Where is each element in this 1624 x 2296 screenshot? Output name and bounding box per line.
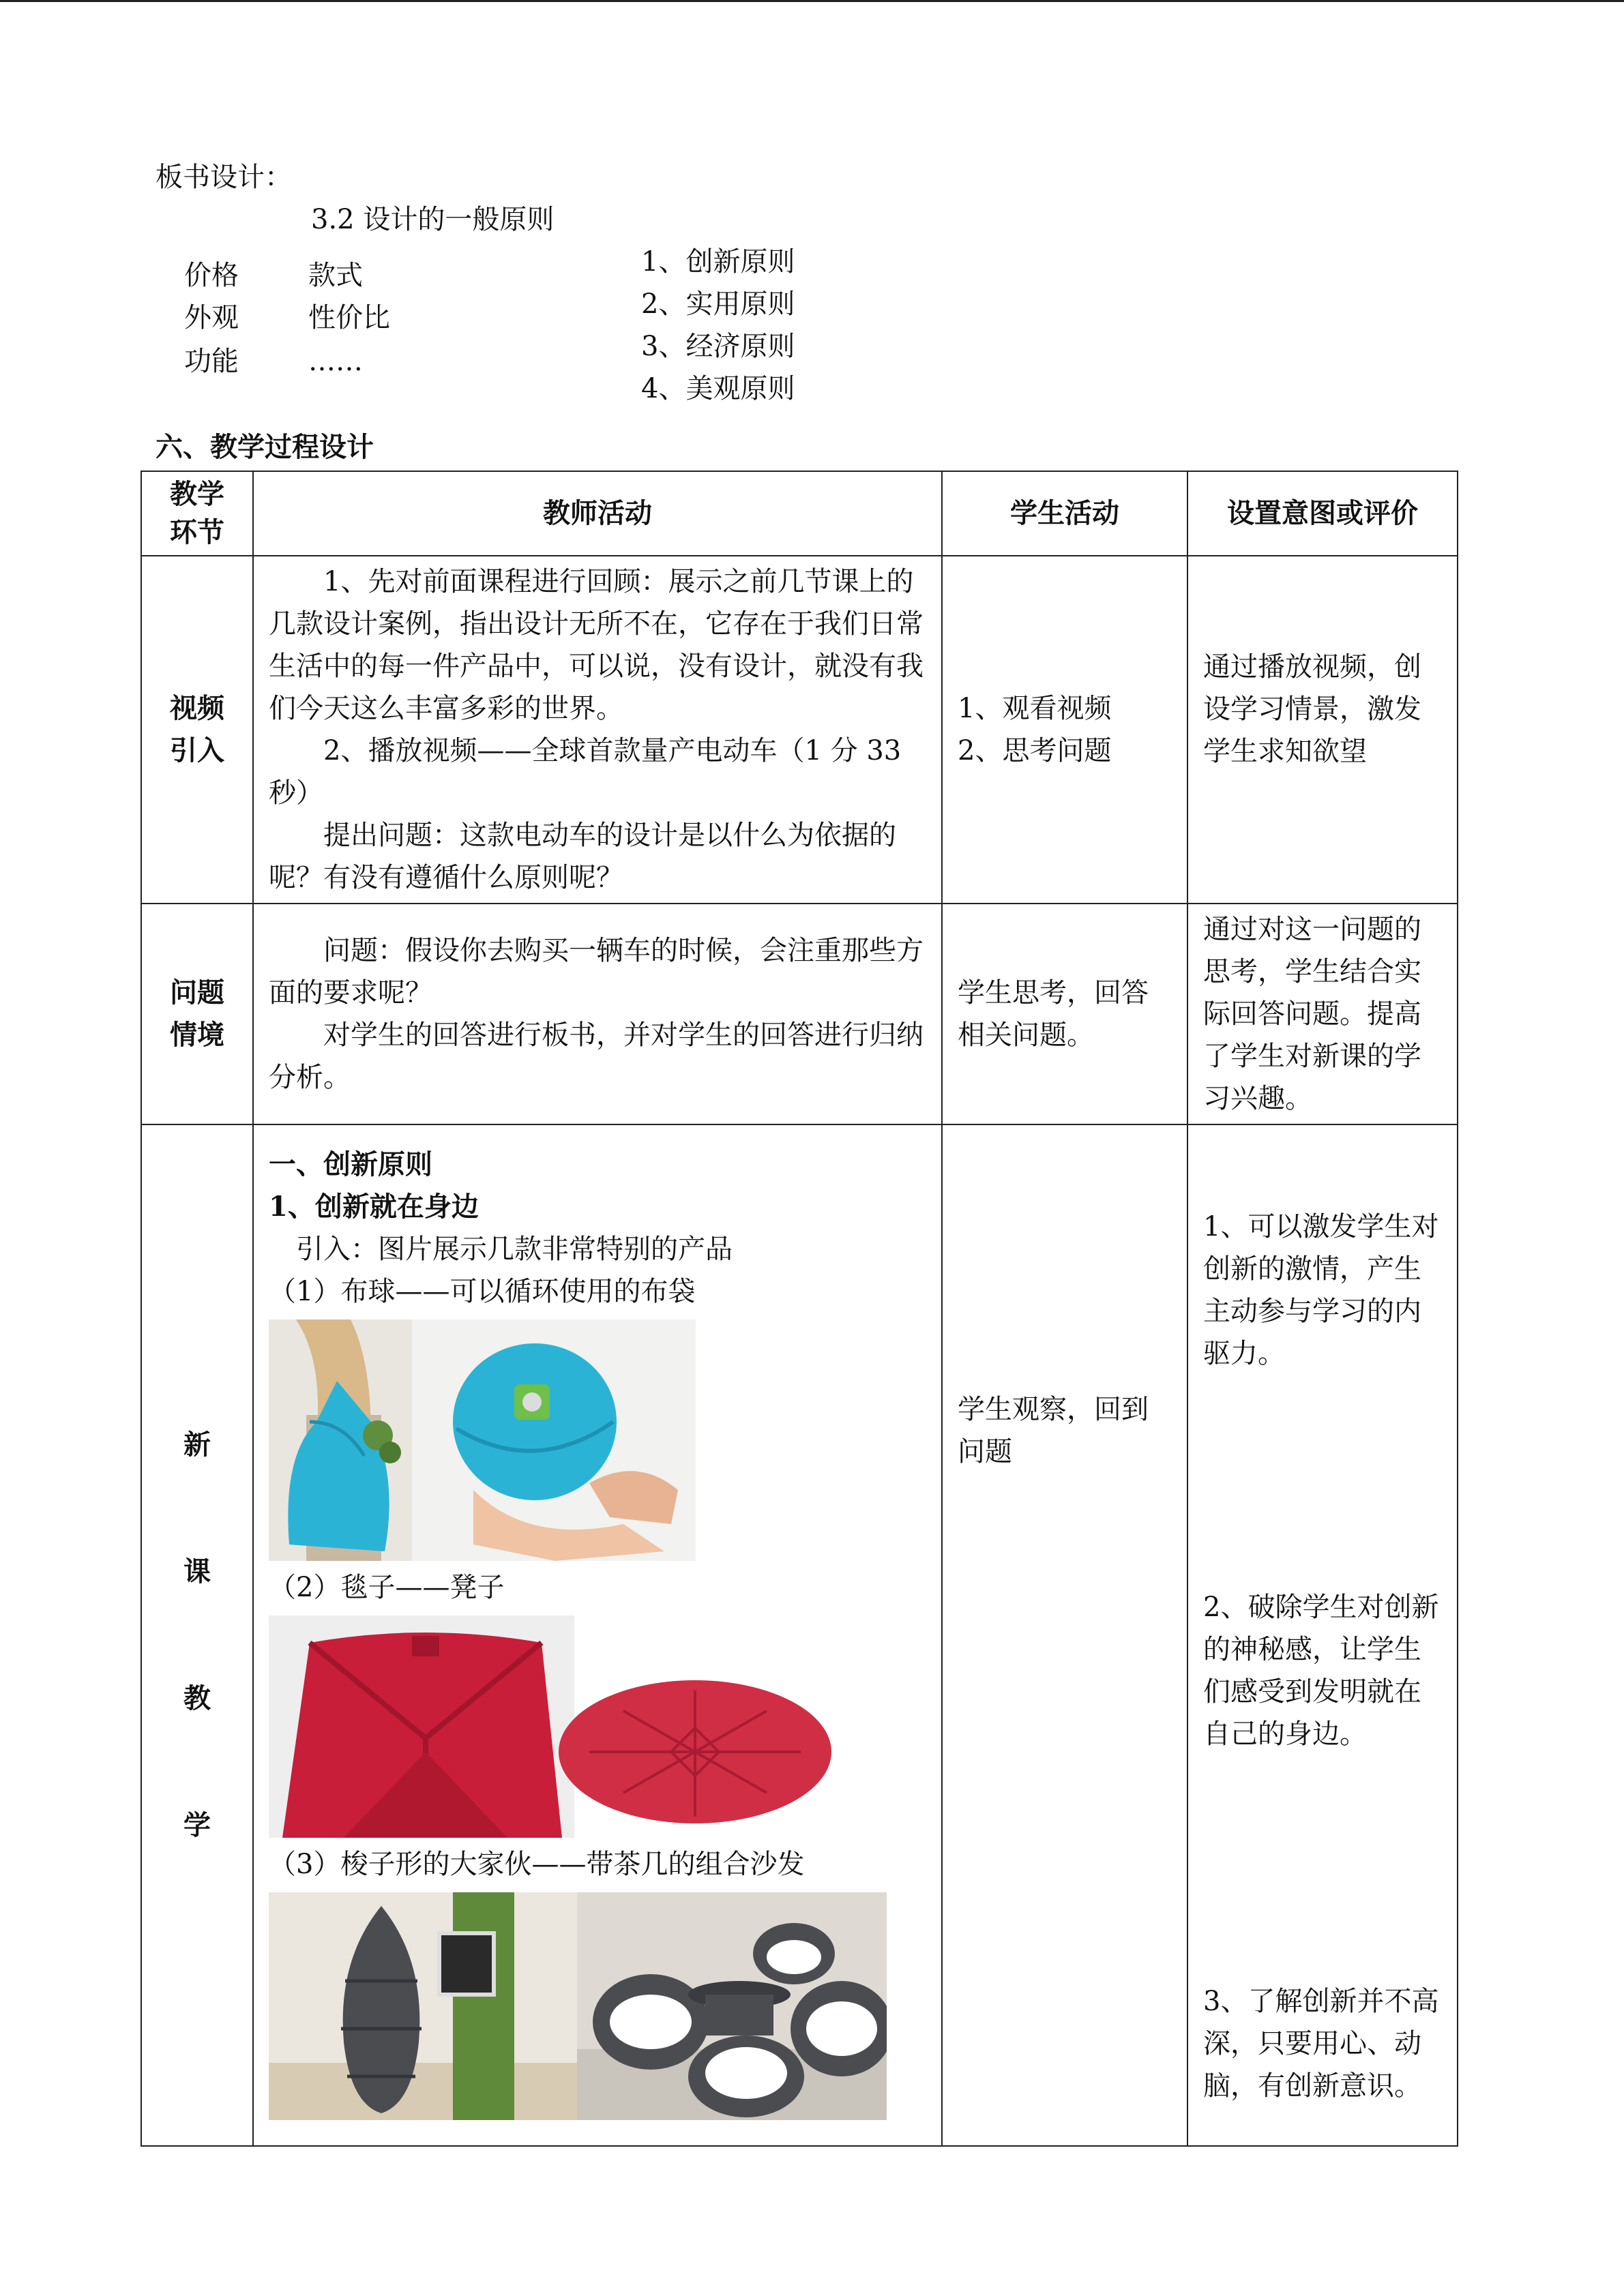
student-cell xyxy=(942,904,1187,1124)
board-mid-item: …… xyxy=(308,346,363,377)
teacher-cell xyxy=(253,556,942,904)
board-left-item: 外观 xyxy=(184,302,239,333)
image-row xyxy=(269,1615,926,1838)
stage-cell xyxy=(141,1124,253,2146)
intent-text: 3、了解创新并不高深，只要用心、动脑，有创新意识。 xyxy=(1203,1986,1439,2102)
teacher-cell xyxy=(253,1124,942,2146)
felt-stool-photo xyxy=(269,1615,855,1838)
table-row xyxy=(141,556,1458,904)
intent-text: 1、可以激发学生对创新的激情，产生主动参与学习的内驱力。 xyxy=(1203,1211,1439,1369)
header-stage-line: 环节 xyxy=(170,516,224,548)
stage-line: 情境 xyxy=(170,1019,224,1051)
student-text: 2、思考问题 xyxy=(958,735,1112,766)
stage-line: 视频 xyxy=(170,692,224,724)
stage-line: 问题 xyxy=(170,976,224,1009)
teacher-text: 对学生的回答进行板书，并对学生的回答进行归纳分析。 xyxy=(269,1019,924,1093)
stage-line: 课 xyxy=(183,1555,211,1587)
student-cell xyxy=(942,1124,1187,2146)
stage-line: 新 xyxy=(183,1429,211,1461)
header-teacher: 教师活动 xyxy=(253,471,942,556)
intent-cell xyxy=(1187,904,1458,1124)
board-principle: 1、创新原则 xyxy=(641,246,795,278)
teacher-cell xyxy=(253,904,942,1124)
board-left-item: 功能 xyxy=(184,346,239,377)
table-row xyxy=(141,1124,1458,2146)
student-cell xyxy=(942,556,1187,904)
stage-line: 引入 xyxy=(170,734,224,766)
board-heading: 板书设计： xyxy=(156,162,292,193)
teacher-text: （3）梭子形的大家伙——带茶几的组合沙发 xyxy=(269,1849,805,1880)
student-text: 学生观察，回到问题 xyxy=(958,1394,1149,1467)
board-mid-item: 款式 xyxy=(308,260,363,291)
teacher-text: （2）毯子——凳子 xyxy=(269,1572,505,1603)
intent-text: 通过对这一问题的思考，学生结合实际回答问题。提高了学生对新课的学习兴趣。 xyxy=(1203,914,1421,1114)
teacher-heading: 一、创新原则 xyxy=(269,1148,432,1180)
teacher-subheading: 1、创新就在身边 xyxy=(269,1191,479,1223)
table-header-row xyxy=(141,471,1458,556)
intent-text: 通过播放视频，创设学习情景，激发学生求知欲望 xyxy=(1203,651,1421,767)
board-principle: 4、美观原则 xyxy=(641,373,795,404)
top-rule xyxy=(0,0,1624,2)
student-text: 1、观看视频 xyxy=(958,693,1112,724)
header-student: 学生活动 xyxy=(942,471,1187,556)
board-title: 3.2 设计的一般原则 xyxy=(311,204,555,235)
stage-line: 学 xyxy=(183,1809,211,1841)
teacher-text: 1、先对前面课程进行回顾：展示之前几节课上的几款设计案例，指出设计无所不在，它存在于我们日常生活中的每一件产品中，可以说，没有设计，就没有我们今天这么丰富多彩的世界。 xyxy=(269,566,924,724)
header-intent: 设置意图或评价 xyxy=(1187,471,1458,556)
stage-line: 教 xyxy=(183,1682,211,1714)
stage-cell xyxy=(141,556,253,904)
image-row xyxy=(269,1892,926,2120)
student-text: 学生思考，回答相关问题。 xyxy=(958,977,1149,1051)
board-mid-item: 性价比 xyxy=(308,302,390,333)
fabric-bag-photo xyxy=(269,1320,696,1561)
section-title: 六、教学过程设计 xyxy=(156,431,374,463)
teacher-text: 提出问题：这款电动车的设计是以什么为依据的呢？有没有遵循什么原则呢？ xyxy=(269,820,896,893)
teacher-text: 2、播放视频——全球首款量产电动车（1 分 33 秒） xyxy=(269,735,902,809)
teacher-text: （1）布球——可以循环使用的布袋 xyxy=(269,1276,696,1307)
board-left-item: 价格 xyxy=(184,260,239,291)
process-table xyxy=(141,471,1458,2147)
board-principle: 3、经济原则 xyxy=(641,331,795,362)
image-row xyxy=(269,1320,926,1561)
shuttle-sofa-photo xyxy=(269,1892,887,2120)
intent-cell xyxy=(1187,1124,1458,2146)
board-principle: 2、实用原则 xyxy=(641,288,795,320)
table-row xyxy=(141,904,1458,1124)
intent-text: 2、破除学生对创新的神秘感，让学生们感受到发明就在自己的身边。 xyxy=(1203,1592,1439,1750)
header-stage-line: 教学 xyxy=(170,478,224,510)
stage-cell xyxy=(141,904,253,1124)
header-stage xyxy=(141,471,253,556)
teacher-text: 问题：假设你去购买一辆车的时候，会注重那些方面的要求呢？ xyxy=(269,935,924,1009)
teacher-text: 引入：图片展示几款非常特别的产品 xyxy=(296,1234,733,1265)
intent-cell xyxy=(1187,556,1458,904)
